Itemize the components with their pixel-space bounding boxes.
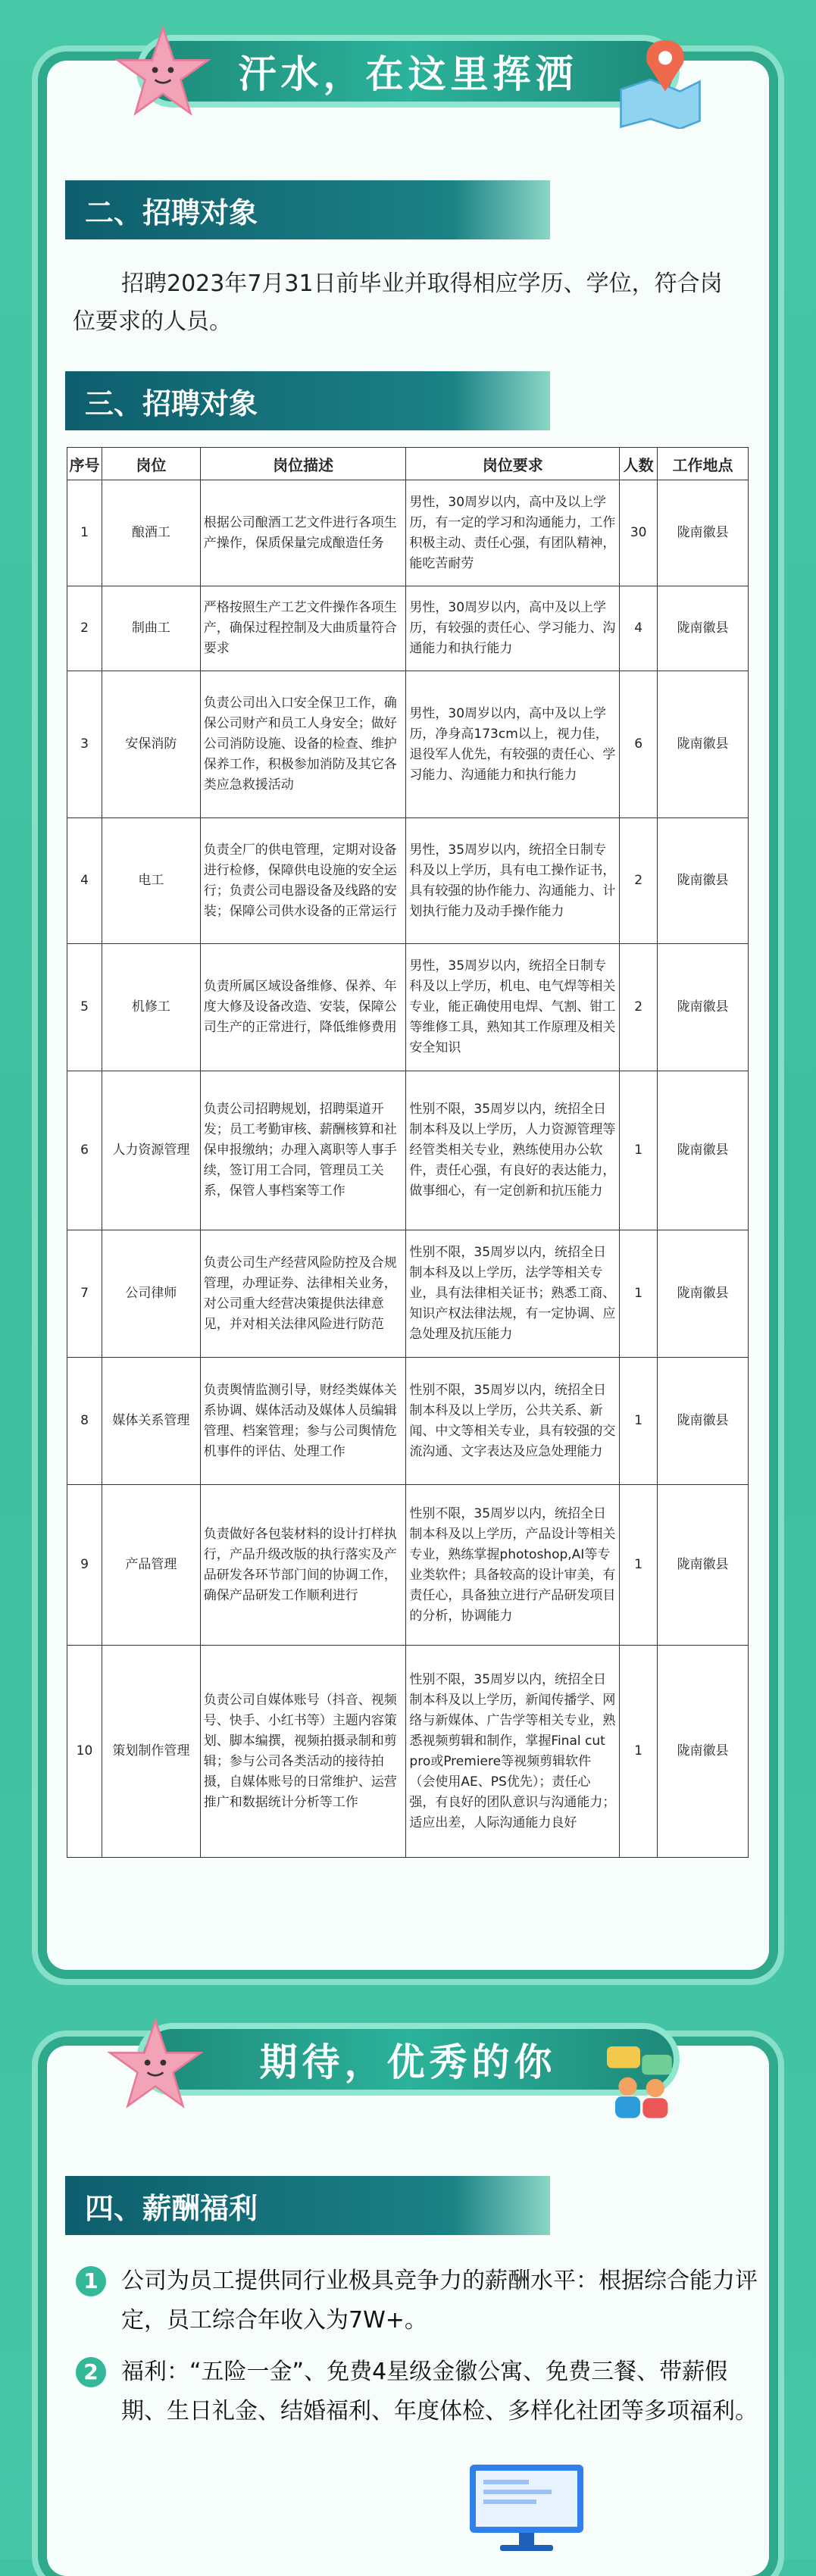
cell-post: 机修工 bbox=[102, 944, 200, 1071]
cell-no: 9 bbox=[67, 1485, 102, 1646]
header-count: 人数 bbox=[620, 448, 658, 480]
star-mascot-icon bbox=[106, 2015, 205, 2114]
cell-desc: 根据公司酿酒工艺文件进行各项生产操作，保质保量完成酿造任务 bbox=[200, 480, 406, 586]
section-4-heading bbox=[65, 2176, 550, 2235]
map-pin-icon bbox=[606, 30, 705, 129]
top-banner bbox=[136, 35, 680, 108]
cell-count: 1 bbox=[620, 1230, 658, 1358]
cell-count: 30 bbox=[620, 480, 658, 586]
cell-no: 10 bbox=[67, 1646, 102, 1858]
cell-count: 6 bbox=[620, 671, 658, 818]
section-4-title: 四、薪酬福利 bbox=[85, 2191, 258, 2225]
section-3-title: 三、招聘对象 bbox=[85, 386, 258, 420]
cell-count: 1 bbox=[620, 1646, 658, 1858]
cell-req: 男性，30周岁以内，高中及以上学历，净身高173cm以上，视力佳，退役军人优先，有较强的责任心、学习能力、沟通能力和执行能力 bbox=[406, 671, 620, 818]
section-2-text: 招聘2023年7月31日前毕业并取得相应学历、学位，符合岗位要求的人员。 bbox=[73, 270, 723, 335]
header-no: 序号 bbox=[67, 448, 102, 480]
bottom-banner-title: 期待，优秀的你 bbox=[259, 2040, 557, 2084]
cell-post: 产品管理 bbox=[102, 1485, 200, 1646]
cell-req: 性别不限，35周岁以内，统招全日制本科及以上学历，法学等相关专业，具有法律相关证书；熟悉工商、知识产权法律法规，有一定协调、应急处理及抗压能力 bbox=[406, 1230, 620, 1358]
cell-desc: 负责公司招聘规划，招聘渠道开发；员工考勤审核、薪酬核算和社保申报缴纳；办理入离职等人事手续，签订用工合同，管理员工关系，保管人事档案等工作 bbox=[200, 1071, 406, 1230]
cell-no: 3 bbox=[67, 671, 102, 818]
cell-place: 陇南徽县 bbox=[658, 1358, 749, 1485]
header-desc: 岗位描述 bbox=[200, 448, 406, 480]
top-banner-title: 汗水，在这里挥洒 bbox=[238, 52, 578, 96]
section-3-heading bbox=[65, 371, 550, 430]
cell-no: 8 bbox=[67, 1358, 102, 1485]
benefit-number: 1 bbox=[76, 2266, 106, 2296]
cell-req: 性别不限，35周岁以内，统招全日制本科及以上学历，公共关系、新闻、中文等相关专业，具有较强的交流沟通、文字表达及应急处理能力 bbox=[406, 1358, 620, 1485]
cell-post: 电工 bbox=[102, 818, 200, 944]
header-req: 岗位要求 bbox=[406, 448, 620, 480]
cell-no: 1 bbox=[67, 480, 102, 586]
jobs-table bbox=[67, 447, 749, 1858]
cell-place: 陇南徽县 bbox=[658, 1646, 749, 1858]
table-row bbox=[67, 1071, 749, 1230]
computer-monitor-icon bbox=[462, 2461, 591, 2556]
cell-post: 媒体关系管理 bbox=[102, 1358, 200, 1485]
cell-count: 1 bbox=[620, 1485, 658, 1646]
cell-count: 4 bbox=[620, 586, 658, 671]
cell-desc: 负责舆情监测引导，财经类媒体关系协调、媒体活动及媒体人员编辑管理、档案管理；参与公司舆情危机事件的评估、处理工作 bbox=[200, 1358, 406, 1485]
people-chat-icon bbox=[599, 2038, 682, 2121]
table-row bbox=[67, 818, 749, 944]
table-row bbox=[67, 1646, 749, 1858]
section-2-title: 二、招聘对象 bbox=[85, 195, 258, 230]
cell-desc: 负责全厂的供电管理，定期对设备进行检修，保障供电设施的安全运行；负责公司电器设备及线路的安装；保障公司供水设备的正常运行 bbox=[200, 818, 406, 944]
cell-count: 1 bbox=[620, 1071, 658, 1230]
cell-no: 6 bbox=[67, 1071, 102, 1230]
header-place: 工作地点 bbox=[658, 448, 749, 480]
table-row bbox=[67, 1230, 749, 1358]
table-row bbox=[67, 944, 749, 1071]
cell-place: 陇南徽县 bbox=[658, 1230, 749, 1358]
cell-req: 男性，35周岁以内，统招全日制专科及以上学历，机电、电气焊等相关专业，能正确使用电焊、气割、钳工等维修工具，熟知其工作原理及相关安全知识 bbox=[406, 944, 620, 1071]
cell-post: 酿酒工 bbox=[102, 480, 200, 586]
cell-post: 策划制作管理 bbox=[102, 1646, 200, 1858]
cell-post: 制曲工 bbox=[102, 586, 200, 671]
cell-req: 性别不限，35周岁以内，统招全日制本科及以上学历，人力资源管理等经管类相关专业，熟练使用办公软件，责任心强，有良好的表达能力，做事细心，有一定创新和抗压能力 bbox=[406, 1071, 620, 1230]
benefit-number: 2 bbox=[76, 2357, 106, 2387]
cell-desc: 负责公司生产经营风险防控及合规管理，办理证券、法律相关业务，对公司重大经营决策提供法律意见，并对相关法律风险进行防范 bbox=[200, 1230, 406, 1358]
cell-post: 公司律师 bbox=[102, 1230, 200, 1358]
table-row bbox=[67, 1358, 749, 1485]
cell-desc: 负责公司出入口安全保卫工作，确保公司财产和员工人身安全；做好公司消防设施、设备的检查、维护保养工作，积极参加消防及其它各类应急救援活动 bbox=[200, 671, 406, 818]
table-row bbox=[67, 1485, 749, 1646]
cell-req: 男性，30周岁以内，高中及以上学历，有一定的学习和沟通能力，工作积极主动、责任心强，有团队精神，能吃苦耐劳 bbox=[406, 480, 620, 586]
cell-count: 1 bbox=[620, 1358, 658, 1485]
header-post: 岗位 bbox=[102, 448, 200, 480]
cell-no: 7 bbox=[67, 1230, 102, 1358]
cell-place: 陇南徽县 bbox=[658, 586, 749, 671]
cell-req: 男性，30周岁以内，高中及以上学历，有较强的责任心、学习能力、沟通能力和执行能力 bbox=[406, 586, 620, 671]
cell-post: 人力资源管理 bbox=[102, 1071, 200, 1230]
cell-post: 安保消防 bbox=[102, 671, 200, 818]
cell-desc: 负责做好各包装材料的设计打样执行，产品升级改版的执行落实及产品研发各环节部门间的协调工作，确保产品研发工作顺利进行 bbox=[200, 1485, 406, 1646]
benefit-text: 福利：“五险一金”、免费4星级金徽公寓、免费三餐、带薪假期、生日礼金、结婚福利、年度体检、多样化社团等多项福利。 bbox=[121, 2359, 758, 2424]
cell-req: 性别不限，35周岁以内，统招全日制本科及以上学历，新闻传播学、网络与新媒体、广告学等相关专业，熟悉视频剪辑和制作，掌握Final cut pro或Premiere等视频剪辑软件（会使用AE、PS优先）；责任心强，有良好的团队意识与沟通能力；适应出差，人际沟通能力良好 bbox=[406, 1646, 620, 1858]
table-row bbox=[67, 671, 749, 818]
section-2-heading bbox=[65, 180, 550, 239]
cell-req: 男性，35周岁以内，统招全日制专科及以上学历，具有电工操作证书，具有较强的协作能力、沟通能力、计划执行能力及动手操作能力 bbox=[406, 818, 620, 944]
cell-no: 4 bbox=[67, 818, 102, 944]
cell-place: 陇南徽县 bbox=[658, 1071, 749, 1230]
cell-place: 陇南徽县 bbox=[658, 480, 749, 586]
cell-place: 陇南徽县 bbox=[658, 671, 749, 818]
cell-desc: 负责所属区域设备维修、保养、年度大修及设备改造、安装，保障公司生产的正常进行，降低维修费用 bbox=[200, 944, 406, 1071]
cell-count: 2 bbox=[620, 818, 658, 944]
cell-place: 陇南徽县 bbox=[658, 944, 749, 1071]
cell-place: 陇南徽县 bbox=[658, 818, 749, 944]
cell-no: 5 bbox=[67, 944, 102, 1071]
benefit-item bbox=[76, 2262, 758, 2340]
cell-place: 陇南徽县 bbox=[658, 1485, 749, 1646]
table-row bbox=[67, 586, 749, 671]
cell-no: 2 bbox=[67, 586, 102, 671]
cell-desc: 严格按照生产工艺文件操作各项生产，确保过程控制及大曲质量符合要求 bbox=[200, 586, 406, 671]
benefit-text: 公司为员工提供同行业极具竞争力的薪酬水平：根据综合能力评定，员工综合年收入为7W+。 bbox=[121, 2268, 758, 2334]
cell-count: 2 bbox=[620, 944, 658, 1071]
cell-req: 性别不限，35周岁以内，统招全日制本科及以上学历，产品设计等相关专业，熟练掌握photoshop,AI等专业类软件；具备较高的设计审美，有责任心，具备独立进行产品研发项目的分析，协调能力 bbox=[406, 1485, 620, 1646]
cell-desc: 负责公司自媒体账号（抖音、视频号、快手、小红书等）主题内容策划、脚本编撰，视频拍摄录制和剪辑；参与公司各类活动的接待拍摄，自媒体账号的日常维护、运营推广和数据统计分析等工作 bbox=[200, 1646, 406, 1858]
star-mascot-icon bbox=[114, 23, 212, 121]
benefit-item bbox=[76, 2352, 758, 2431]
table-row bbox=[67, 480, 749, 586]
table-header-row bbox=[67, 448, 749, 480]
